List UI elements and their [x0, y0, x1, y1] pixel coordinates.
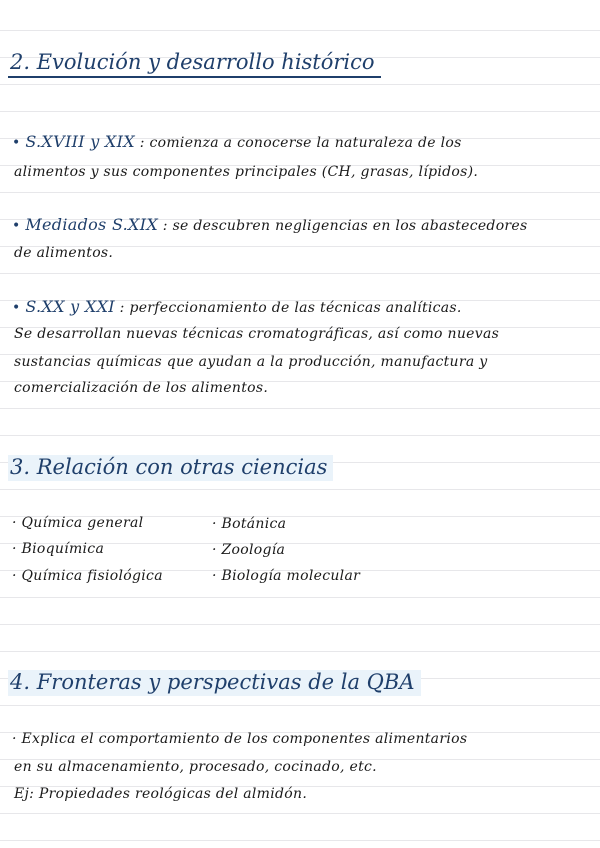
bullet-text: : comienza a conocerse la naturaleza de los — [139, 135, 462, 151]
example-line: Ej: Propiedades reológicas del almidón. — [14, 786, 308, 802]
bullet-text: : perfeccionamiento de las técnicas analíticas. — [119, 300, 462, 316]
list-item-botanica: · Botánica — [212, 516, 287, 532]
section-2-heading: 2. Evolución y desarrollo histórico — [8, 50, 381, 78]
bullet-text: : se descubren negligencias en los abastecedores — [162, 218, 528, 234]
bullet-marker: • — [12, 218, 21, 234]
bullet-marker: • — [12, 300, 21, 316]
bullet-s18-19 — [12, 132, 462, 151]
bullet-continuation: alimentos y sus componentes principales (CH, grasas, lípidos). — [14, 164, 479, 180]
bullet-s20-21 — [12, 297, 462, 316]
list-item-biologia-molecular: · Biología molecular — [212, 568, 361, 584]
list-item-quimica-fisiologica: · Química fisiológica — [12, 568, 163, 584]
bullet-continuation: Se desarrollan nuevas técnicas cromatográficas, así como nuevas — [14, 326, 500, 342]
bullet-lead-s20-21: S.XX y XXI — [25, 297, 115, 316]
bullet-mid-s19 — [12, 215, 527, 234]
section-4-heading: 4. Fronteras y perspectivas de la QBA — [8, 670, 421, 696]
bullet-lead-mid-s19: Mediados S.XIX — [25, 215, 159, 234]
paragraph-line: · Explica el comportamiento de los componentes alimentarios — [12, 731, 468, 747]
paragraph-line: en su almacenamiento, procesado, cocinado, etc. — [14, 759, 377, 775]
list-item-zoologia: · Zoología — [212, 542, 286, 558]
bullet-continuation: comercialización de los alimentos. — [14, 380, 269, 396]
bullet-marker: • — [12, 135, 21, 151]
list-item-quimica-general: · Química general — [12, 515, 144, 531]
bullet-continuation: sustancias químicas que ayudan a la producción, manufactura y — [14, 354, 488, 370]
bullet-lead-s18-19: S.XVIII y XIX — [25, 132, 135, 151]
bullet-continuation: de alimentos. — [14, 245, 114, 261]
section-3-heading: 3. Relación con otras ciencias — [8, 455, 333, 481]
list-item-bioquimica: · Bioquímica — [12, 541, 105, 557]
